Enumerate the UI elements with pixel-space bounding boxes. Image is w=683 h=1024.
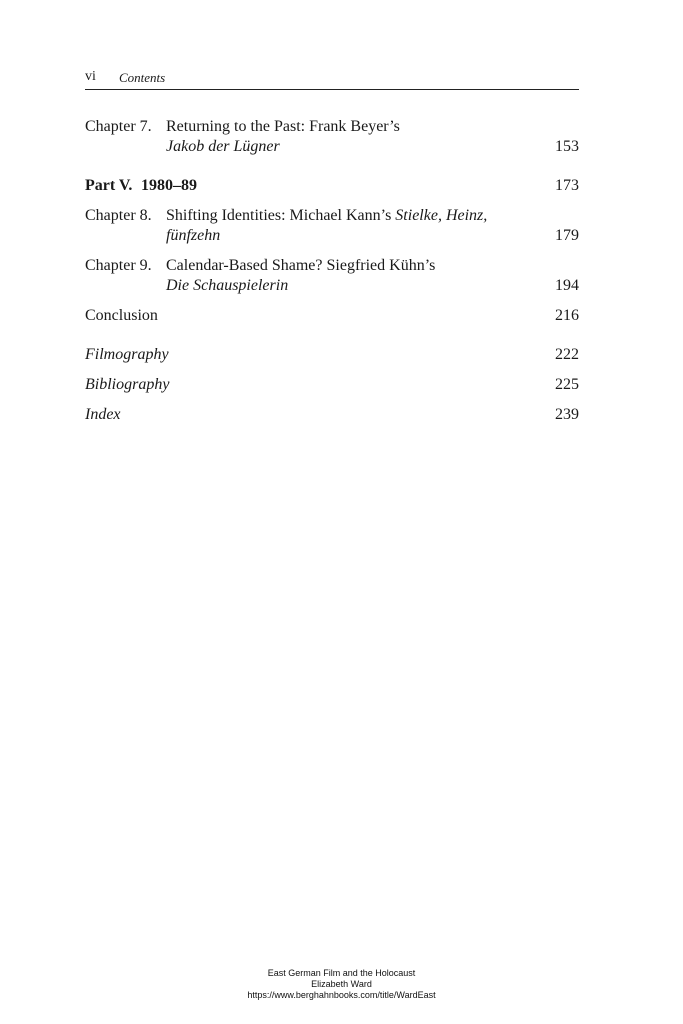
toc-entry-filmography[interactable] xyxy=(85,345,579,365)
toc-entry-conclusion[interactable] xyxy=(85,306,579,326)
toc-entry-bibliography[interactable] xyxy=(85,375,579,395)
running-header xyxy=(85,69,579,90)
chapter-title-film: Die Schauspielerin xyxy=(166,277,289,294)
footer-author: Elizabeth Ward xyxy=(311,979,372,989)
page-number-ref: 194 xyxy=(555,277,579,294)
chapter-title: Calendar-Based Shame? Siegfried Kühn’s xyxy=(166,257,436,274)
toc-entry-chapter-8[interactable] xyxy=(85,206,579,246)
chapter-title-line xyxy=(166,206,487,226)
toc-entry-index[interactable] xyxy=(85,405,579,425)
toc-entry-part-5[interactable] xyxy=(85,176,579,196)
entry-title: Bibliography xyxy=(85,376,170,393)
footer xyxy=(0,968,683,1001)
running-title: Contents xyxy=(119,70,166,85)
footer-book-title: East German Film and the Holocaust xyxy=(267,968,416,978)
entry-title: Conclusion xyxy=(85,307,158,324)
page-number-ref: 173 xyxy=(555,177,579,194)
page-number-ref: 153 xyxy=(555,138,579,155)
page-number-ref: 225 xyxy=(555,376,579,393)
chapter-title-film-cont: fünfzehn xyxy=(166,227,221,244)
chapter-label: Chapter 7. xyxy=(85,118,152,135)
toc-entry-chapter-7[interactable] xyxy=(85,117,579,157)
page-number-ref: 179 xyxy=(555,227,579,244)
entry-title: Index xyxy=(85,406,121,423)
footer-url[interactable]: https://www.berghahnbooks.com/title/WardEast xyxy=(247,990,436,1000)
toc-entry-chapter-9[interactable] xyxy=(85,256,579,296)
chapter-label: Chapter 8. xyxy=(85,207,152,224)
page-number-ref: 216 xyxy=(555,307,579,324)
chapter-title: Shifting Identities: Michael Kann’s xyxy=(166,207,396,224)
page-number: vi xyxy=(85,69,96,84)
table-of-contents xyxy=(85,117,579,425)
page-number-ref: 222 xyxy=(555,346,579,363)
chapter-title-film: Stielke, Heinz, xyxy=(395,207,488,224)
part-label: Part V. xyxy=(85,177,133,194)
chapter-title: Returning to the Past: Frank Beyer’s xyxy=(166,118,400,135)
entry-title: Filmography xyxy=(85,346,169,363)
chapter-label: Chapter 9. xyxy=(85,257,152,274)
page-number-ref: 239 xyxy=(555,406,579,423)
part-title: 1980–89 xyxy=(141,177,197,194)
chapter-title-film: Jakob der Lügner xyxy=(166,138,280,155)
